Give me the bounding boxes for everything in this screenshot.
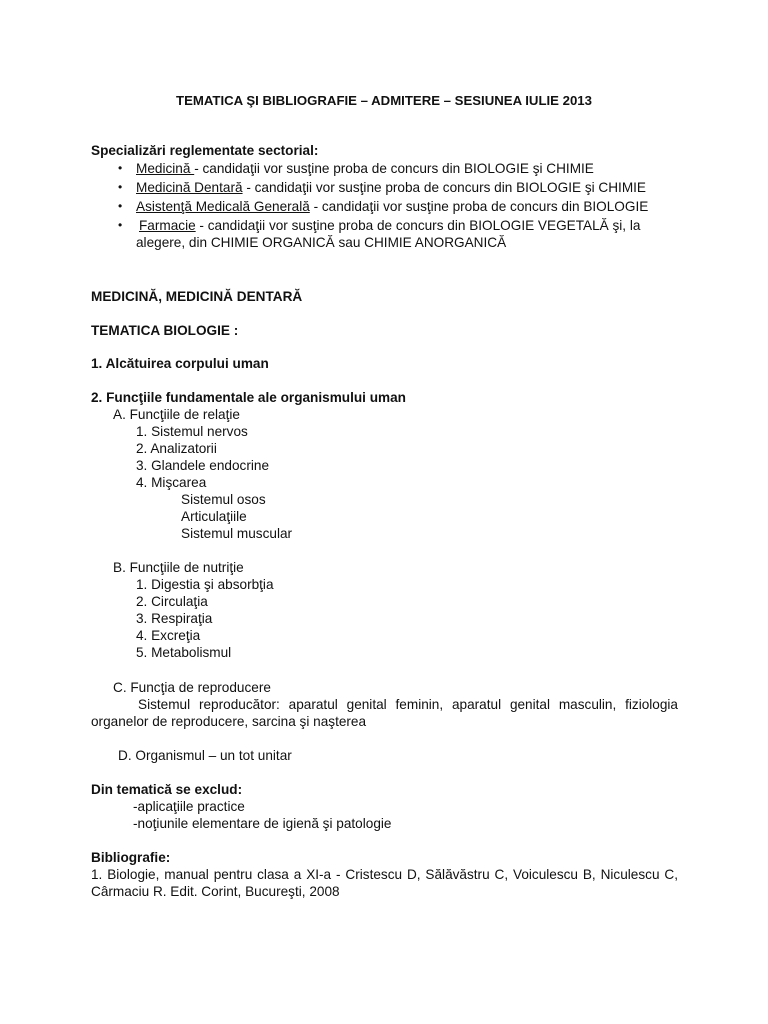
sub-list-item: Articulaţiile — [181, 509, 247, 524]
section-heading: MEDICINĂ, MEDICINĂ DENTARĂ — [91, 289, 303, 304]
bullet-icon: • — [118, 180, 123, 194]
bullet-icon: • — [118, 199, 123, 213]
topic-2-heading: 2. Funcţiile fundamentale ale organismului uman — [91, 390, 406, 405]
bibliography-entry: 1. Biologie, manual pentru clasa a XI-a - Cristescu D, Sălăvăstru C, Voiculescu B, Niculescu C, Cârmaciu R. Edit. Corint, Bucureşti, 2008 — [91, 867, 678, 899]
spec-item-farmacie-continued: alegere, din CHIMIE ORGANICĂ sau CHIMIE ANORGANICĂ — [136, 235, 507, 250]
topic-1-heading: 1. Alcătuirea corpului uman — [91, 356, 269, 371]
specializations-heading: Specializări reglementate sectorial: — [91, 143, 319, 158]
spec-text: - candidaţii vor susţine proba de concurs din BIOLOGIE şi CHIMIE — [194, 161, 594, 176]
tematica-heading: TEMATICA BIOLOGIE : — [91, 323, 239, 338]
list-item: 1. Sistemul nervos — [136, 424, 248, 439]
exclusions-heading: Din tematică se exclud: — [91, 782, 243, 797]
list-item: 4. Mişcarea — [136, 475, 207, 490]
bibliography-heading: Bibliografie: — [91, 850, 171, 865]
spec-item-farmacie — [139, 217, 640, 234]
subsection-d-heading: D. Organismul – un tot unitar — [118, 748, 292, 763]
spec-name: Farmacie — [139, 218, 196, 233]
subsection-a-heading: A. Funcţiile de relaţie — [113, 407, 240, 422]
list-item: 2. Circulaţia — [136, 594, 208, 609]
list-item: 3. Respiraţia — [136, 611, 213, 626]
spec-text: - candidaţii vor susţine proba de concurs din BIOLOGIE VEGETALĂ şi, la — [195, 218, 641, 233]
spec-name: Medicină Dentară — [136, 180, 243, 195]
sub-list-item: Sistemul muscular — [181, 526, 293, 541]
list-item: 3. Glandele endocrine — [136, 458, 270, 473]
list-item: 2. Analizatorii — [136, 441, 217, 456]
subsection-c-heading: C. Funcţia de reproducere — [113, 680, 271, 695]
spec-item-medicina — [136, 160, 594, 177]
list-item: 1. Digestia şi absorbţia — [136, 577, 274, 592]
list-item: -noţiunile elementare de igienă şi patologie — [133, 816, 392, 831]
spec-item-asistenta — [136, 198, 648, 215]
bullet-icon: • — [118, 218, 123, 232]
spec-name: Asistenţă Medicală Generală — [136, 199, 310, 214]
sub-list-item: Sistemul osos — [181, 492, 266, 507]
spec-name: Medicină — [136, 161, 195, 176]
spec-text: - candidaţii vor susţine proba de concurs din BIOLOGIE — [309, 199, 649, 214]
list-item: -aplicaţiile practice — [133, 799, 245, 814]
bullet-icon: • — [118, 161, 123, 175]
list-item: 5. Metabolismul — [136, 645, 232, 660]
list-item: 4. Excreţia — [136, 628, 201, 643]
spec-text: - candidaţii vor susţine proba de concurs din BIOLOGIE şi CHIMIE — [242, 180, 646, 195]
reproduction-paragraph: Sistemul reproducător: aparatul genital feminin, aparatul genital masculin, fiziologia organelor de reproducere, sarcina şi naşterea — [91, 697, 678, 729]
subsection-b-heading: B. Funcţiile de nutriţie — [113, 560, 244, 575]
document-title: TEMATICA ŞI BIBLIOGRAFIE – ADMITERE – SESIUNEA IULIE 2013 — [176, 93, 592, 108]
spec-item-medicina-dentara — [136, 179, 646, 196]
